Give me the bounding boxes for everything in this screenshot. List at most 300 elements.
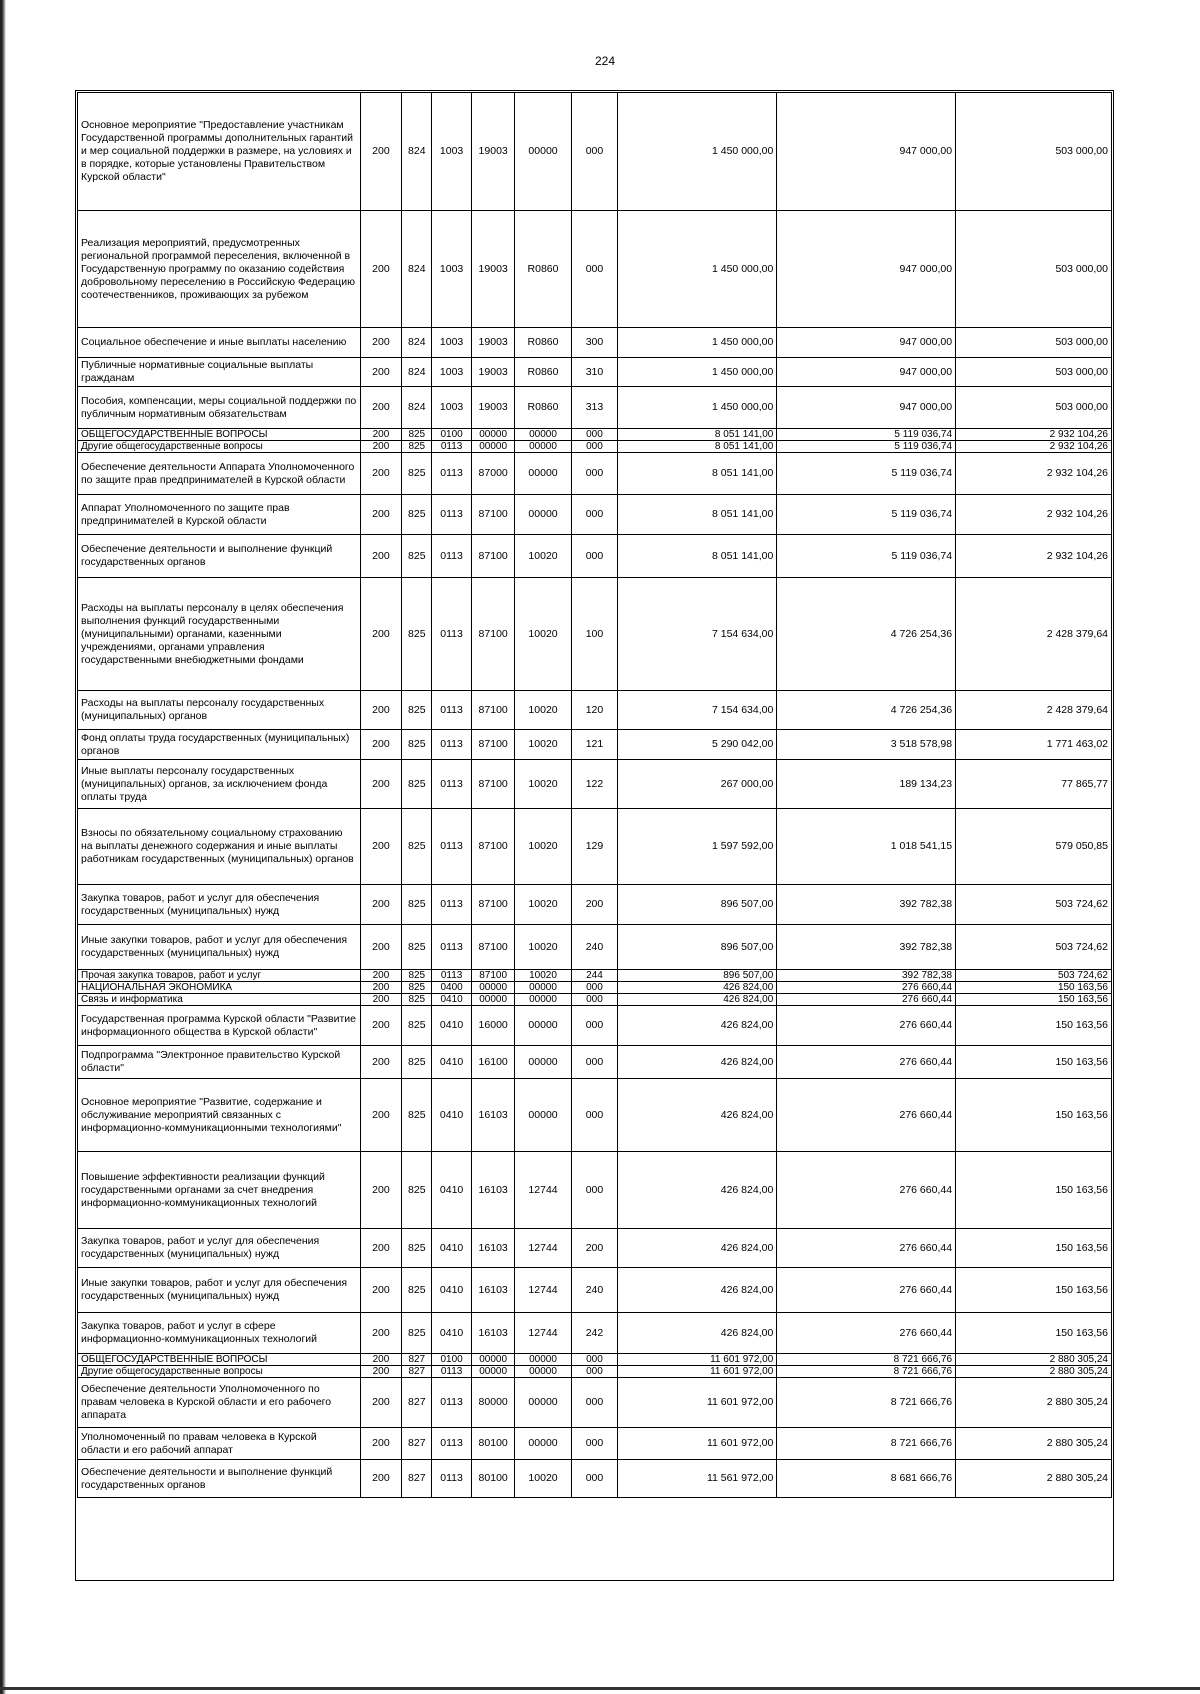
section-code: 200 <box>360 1046 402 1079</box>
subsection-code: 0113 <box>432 925 471 970</box>
table-row <box>78 1079 1112 1152</box>
dept-code: 824 <box>402 93 432 211</box>
plan-amount: 7 154 634,00 <box>618 578 777 691</box>
table-row <box>78 925 1112 970</box>
table-row <box>78 495 1112 535</box>
expense-type: 000 <box>571 1378 618 1428</box>
row-name: Закупка товаров, работ и услуг для обеспечения государственных (муниципальных) нужд <box>78 885 361 925</box>
expense-type: 000 <box>571 1152 618 1229</box>
direction-code: 00000 <box>515 429 571 441</box>
table-row <box>78 1313 1112 1354</box>
remaining-amount: 150 163,56 <box>956 1313 1112 1354</box>
subsection-code: 0113 <box>432 885 471 925</box>
remaining-amount: 2 428 379,64 <box>956 691 1112 730</box>
expense-type: 313 <box>571 387 618 429</box>
dept-code: 825 <box>402 885 432 925</box>
row-name: Иные выплаты персоналу государственных (муниципальных) органов, за исключением фонда оплаты труда <box>78 760 361 809</box>
program-code: 16103 <box>471 1152 515 1229</box>
plan-amount: 426 824,00 <box>618 1152 777 1229</box>
plan-amount: 267 000,00 <box>618 760 777 809</box>
direction-code: 10020 <box>515 578 571 691</box>
remaining-amount: 2 880 305,24 <box>956 1354 1112 1366</box>
executed-amount: 8 721 666,76 <box>777 1428 956 1460</box>
program-code: 00000 <box>471 1366 515 1378</box>
direction-code: 00000 <box>515 1046 571 1079</box>
expense-type: 000 <box>571 93 618 211</box>
program-code: 80000 <box>471 1378 515 1428</box>
dept-code: 825 <box>402 1268 432 1313</box>
plan-amount: 8 051 141,00 <box>618 535 777 578</box>
table-row <box>78 441 1112 453</box>
subsection-code: 0113 <box>432 970 471 982</box>
executed-amount: 8 721 666,76 <box>777 1366 956 1378</box>
scan-edge-left <box>0 0 6 1694</box>
executed-amount: 5 119 036,74 <box>777 495 956 535</box>
section-code: 200 <box>360 358 402 387</box>
plan-amount: 7 154 634,00 <box>618 691 777 730</box>
subsection-code: 0100 <box>432 429 471 441</box>
dept-code: 824 <box>402 328 432 358</box>
remaining-amount: 2 932 104,26 <box>956 535 1112 578</box>
program-code: 87100 <box>471 925 515 970</box>
subsection-code: 0113 <box>432 1378 471 1428</box>
direction-code: 00000 <box>515 93 571 211</box>
dept-code: 825 <box>402 441 432 453</box>
direction-code: 10020 <box>515 809 571 885</box>
table-row <box>78 535 1112 578</box>
direction-code: 10020 <box>515 925 571 970</box>
row-name: ОБЩЕГОСУДАРСТВЕННЫЕ ВОПРОСЫ <box>78 1354 361 1366</box>
row-name: Закупка товаров, работ и услуг в сфере информационно-коммуникационных технологий <box>78 1313 361 1354</box>
row-name: Подпрограмма "Электронное правительство Курской области" <box>78 1046 361 1079</box>
plan-amount: 1 450 000,00 <box>618 328 777 358</box>
section-code: 200 <box>360 429 402 441</box>
expense-type: 000 <box>571 429 618 441</box>
program-code: 87100 <box>471 730 515 760</box>
table-row <box>78 760 1112 809</box>
section-code: 200 <box>360 328 402 358</box>
plan-amount: 426 824,00 <box>618 1046 777 1079</box>
section-code: 200 <box>360 982 402 994</box>
subsection-code: 0113 <box>432 578 471 691</box>
remaining-amount: 150 163,56 <box>956 1229 1112 1268</box>
section-code: 200 <box>360 760 402 809</box>
section-code: 200 <box>360 1378 402 1428</box>
remaining-amount: 2 932 104,26 <box>956 495 1112 535</box>
executed-amount: 276 660,44 <box>777 1229 956 1268</box>
subsection-code: 0113 <box>432 809 471 885</box>
plan-amount: 1 450 000,00 <box>618 358 777 387</box>
row-name: Основное мероприятие "Развитие, содержание и обслуживание мероприятий связанных с информационно-коммуникационными технологиями" <box>78 1079 361 1152</box>
section-code: 200 <box>360 441 402 453</box>
expense-type: 000 <box>571 994 618 1006</box>
section-code: 200 <box>360 453 402 495</box>
expense-type: 122 <box>571 760 618 809</box>
table-row <box>78 994 1112 1006</box>
program-code: 19003 <box>471 328 515 358</box>
subsection-code: 0113 <box>432 730 471 760</box>
direction-code: 00000 <box>515 1006 571 1046</box>
plan-amount: 426 824,00 <box>618 1268 777 1313</box>
plan-amount: 11 601 972,00 <box>618 1428 777 1460</box>
section-code: 200 <box>360 387 402 429</box>
subsection-code: 0113 <box>432 441 471 453</box>
expense-type: 244 <box>571 970 618 982</box>
plan-amount: 896 507,00 <box>618 885 777 925</box>
section-code: 200 <box>360 1366 402 1378</box>
executed-amount: 3 518 578,98 <box>777 730 956 760</box>
program-code: 16000 <box>471 1006 515 1046</box>
remaining-amount: 503 000,00 <box>956 211 1112 328</box>
expense-type: 000 <box>571 1460 618 1498</box>
dept-code: 825 <box>402 760 432 809</box>
section-code: 200 <box>360 211 402 328</box>
direction-code: 10020 <box>515 691 571 730</box>
direction-code: 00000 <box>515 1366 571 1378</box>
plan-amount: 11 601 972,00 <box>618 1354 777 1366</box>
program-code: 00000 <box>471 441 515 453</box>
row-name: Расходы на выплаты персоналу в целях обеспечения выполнения функций государственными (муниципальными) органами, казенными учреждениями, органами управления государственными внебюджетными фондами <box>78 578 361 691</box>
row-name: Социальное обеспечение и иные выплаты населению <box>78 328 361 358</box>
row-name: Аппарат Уполномоченного по защите прав предпринимателей в Курской области <box>78 495 361 535</box>
table-row <box>78 429 1112 441</box>
dept-code: 825 <box>402 809 432 885</box>
program-code: 19003 <box>471 387 515 429</box>
direction-code: 10020 <box>515 760 571 809</box>
remaining-amount: 503 724,62 <box>956 885 1112 925</box>
executed-amount: 4 726 254,36 <box>777 691 956 730</box>
executed-amount: 5 119 036,74 <box>777 453 956 495</box>
direction-code: 10020 <box>515 1460 571 1498</box>
executed-amount: 947 000,00 <box>777 358 956 387</box>
dept-code: 825 <box>402 453 432 495</box>
table-row <box>78 1428 1112 1460</box>
executed-amount: 189 134,23 <box>777 760 956 809</box>
plan-amount: 1 450 000,00 <box>618 387 777 429</box>
section-code: 200 <box>360 730 402 760</box>
program-code: 80100 <box>471 1428 515 1460</box>
direction-code: 10020 <box>515 730 571 760</box>
row-name: Обеспечение деятельности Аппарата Уполномоченного по защите прав предпринимателей в Курской области <box>78 453 361 495</box>
executed-amount: 947 000,00 <box>777 328 956 358</box>
table-row <box>78 93 1112 211</box>
table-row <box>78 453 1112 495</box>
program-code: 00000 <box>471 1354 515 1366</box>
row-name: Пособия, компенсации, меры социальной поддержки по публичным нормативным обязательствам <box>78 387 361 429</box>
remaining-amount: 150 163,56 <box>956 982 1112 994</box>
table-row <box>78 328 1112 358</box>
dept-code: 825 <box>402 970 432 982</box>
subsection-code: 0410 <box>432 1313 471 1354</box>
remaining-amount: 503 000,00 <box>956 328 1112 358</box>
row-name: Публичные нормативные социальные выплаты гражданам <box>78 358 361 387</box>
table-row <box>78 1366 1112 1378</box>
expense-type: 310 <box>571 358 618 387</box>
dept-code: 827 <box>402 1354 432 1366</box>
section-code: 200 <box>360 535 402 578</box>
row-name: Другие общегосударственные вопросы <box>78 441 361 453</box>
program-code: 87100 <box>471 970 515 982</box>
table-row <box>78 1229 1112 1268</box>
direction-code: 00000 <box>515 495 571 535</box>
direction-code: R0860 <box>515 358 571 387</box>
program-code: 87100 <box>471 691 515 730</box>
program-code: 87100 <box>471 578 515 691</box>
program-code: 00000 <box>471 982 515 994</box>
expense-type: 000 <box>571 1006 618 1046</box>
remaining-amount: 503 000,00 <box>956 387 1112 429</box>
executed-amount: 276 660,44 <box>777 1006 956 1046</box>
section-code: 200 <box>360 1460 402 1498</box>
remaining-amount: 150 163,56 <box>956 1079 1112 1152</box>
plan-amount: 896 507,00 <box>618 925 777 970</box>
dept-code: 827 <box>402 1378 432 1428</box>
expense-type: 240 <box>571 925 618 970</box>
expense-type: 000 <box>571 982 618 994</box>
executed-amount: 8 721 666,76 <box>777 1354 956 1366</box>
dept-code: 825 <box>402 730 432 760</box>
program-code: 00000 <box>471 429 515 441</box>
plan-amount: 11 601 972,00 <box>618 1378 777 1428</box>
expense-type: 120 <box>571 691 618 730</box>
section-code: 200 <box>360 495 402 535</box>
plan-amount: 8 051 141,00 <box>618 429 777 441</box>
plan-amount: 896 507,00 <box>618 970 777 982</box>
program-code: 87100 <box>471 535 515 578</box>
direction-code: R0860 <box>515 387 571 429</box>
row-name: Реализация мероприятий, предусмотренных региональной программой переселения, включенной в Государственную программу по оказанию содействия добровольному переселению в Российскую Федерацию соотечественников, проживающих за рубежом <box>78 211 361 328</box>
remaining-amount: 1 771 463,02 <box>956 730 1112 760</box>
dept-code: 827 <box>402 1428 432 1460</box>
dept-code: 825 <box>402 691 432 730</box>
dept-code: 827 <box>402 1460 432 1498</box>
expense-type: 240 <box>571 1268 618 1313</box>
subsection-code: 0410 <box>432 1006 471 1046</box>
dept-code: 825 <box>402 1152 432 1229</box>
executed-amount: 947 000,00 <box>777 387 956 429</box>
dept-code: 825 <box>402 1079 432 1152</box>
executed-amount: 947 000,00 <box>777 211 956 328</box>
row-name: Обеспечение деятельности и выполнение функций государственных органов <box>78 1460 361 1498</box>
expense-type: 000 <box>571 495 618 535</box>
executed-amount: 392 782,38 <box>777 925 956 970</box>
program-code: 87000 <box>471 453 515 495</box>
subsection-code: 1003 <box>432 328 471 358</box>
subsection-code: 0410 <box>432 994 471 1006</box>
direction-code: 12744 <box>515 1268 571 1313</box>
dept-code: 825 <box>402 1006 432 1046</box>
remaining-amount: 150 163,56 <box>956 1046 1112 1079</box>
plan-amount: 426 824,00 <box>618 994 777 1006</box>
table-row <box>78 1268 1112 1313</box>
remaining-amount: 150 163,56 <box>956 994 1112 1006</box>
section-code: 200 <box>360 93 402 211</box>
subsection-code: 1003 <box>432 358 471 387</box>
row-name: Фонд оплаты труда государственных (муниципальных) органов <box>78 730 361 760</box>
table-row <box>78 358 1112 387</box>
remaining-amount: 2 932 104,26 <box>956 453 1112 495</box>
subsection-code: 1003 <box>432 93 471 211</box>
remaining-amount: 503 724,62 <box>956 970 1112 982</box>
subsection-code: 0113 <box>432 1366 471 1378</box>
table-row <box>78 1354 1112 1366</box>
dept-code: 827 <box>402 1366 432 1378</box>
table-row <box>78 1152 1112 1229</box>
program-code: 19003 <box>471 211 515 328</box>
section-code: 200 <box>360 970 402 982</box>
expense-type: 100 <box>571 578 618 691</box>
table-row <box>78 1046 1112 1079</box>
dept-code: 825 <box>402 1229 432 1268</box>
remaining-amount: 2 880 305,24 <box>956 1428 1112 1460</box>
dept-code: 825 <box>402 982 432 994</box>
program-code: 16100 <box>471 1046 515 1079</box>
row-name: Другие общегосударственные вопросы <box>78 1366 361 1378</box>
section-code: 200 <box>360 578 402 691</box>
remaining-amount: 150 163,56 <box>956 1268 1112 1313</box>
expense-type: 000 <box>571 1428 618 1460</box>
row-name: Закупка товаров, работ и услуг для обеспечения государственных (муниципальных) нужд <box>78 1229 361 1268</box>
table-row <box>78 885 1112 925</box>
plan-amount: 5 290 042,00 <box>618 730 777 760</box>
expense-type: 242 <box>571 1313 618 1354</box>
program-code: 87100 <box>471 809 515 885</box>
executed-amount: 4 726 254,36 <box>777 578 956 691</box>
subsection-code: 0113 <box>432 453 471 495</box>
executed-amount: 5 119 036,74 <box>777 429 956 441</box>
direction-code: 12744 <box>515 1152 571 1229</box>
expense-type: 000 <box>571 453 618 495</box>
dept-code: 825 <box>402 578 432 691</box>
direction-code: R0860 <box>515 211 571 328</box>
expense-type: 200 <box>571 1229 618 1268</box>
row-name: Основное мероприятие "Предоставление участникам Государственной программы дополнительных гарантий и мер социальной поддержки в размере, на условиях и в порядке, которые установлены Правительством Курской области" <box>78 93 361 211</box>
executed-amount: 276 660,44 <box>777 1313 956 1354</box>
executed-amount: 947 000,00 <box>777 93 956 211</box>
plan-amount: 1 450 000,00 <box>618 93 777 211</box>
program-code: 16103 <box>471 1313 515 1354</box>
table-row <box>78 691 1112 730</box>
plan-amount: 426 824,00 <box>618 1079 777 1152</box>
direction-code: 00000 <box>515 994 571 1006</box>
remaining-amount: 503 724,62 <box>956 925 1112 970</box>
table-row <box>78 387 1112 429</box>
subsection-code: 0410 <box>432 1046 471 1079</box>
dept-code: 825 <box>402 495 432 535</box>
dept-code: 825 <box>402 429 432 441</box>
row-name: Прочая закупка товаров, работ и услуг <box>78 970 361 982</box>
section-code: 200 <box>360 994 402 1006</box>
program-code: 19003 <box>471 93 515 211</box>
program-code: 00000 <box>471 994 515 1006</box>
section-code: 200 <box>360 1354 402 1366</box>
expense-type: 000 <box>571 1079 618 1152</box>
section-code: 200 <box>360 925 402 970</box>
executed-amount: 8 721 666,76 <box>777 1378 956 1428</box>
expense-type: 129 <box>571 809 618 885</box>
table-row <box>78 1460 1112 1498</box>
remaining-amount: 2 428 379,64 <box>956 578 1112 691</box>
direction-code: 00000 <box>515 982 571 994</box>
executed-amount: 8 681 666,76 <box>777 1460 956 1498</box>
section-code: 200 <box>360 691 402 730</box>
subsection-code: 0410 <box>432 1079 471 1152</box>
dept-code: 825 <box>402 1046 432 1079</box>
table-row <box>78 578 1112 691</box>
subsection-code: 0113 <box>432 535 471 578</box>
remaining-amount: 150 163,56 <box>956 1006 1112 1046</box>
executed-amount: 5 119 036,74 <box>777 535 956 578</box>
row-name: Обеспечение деятельности Уполномоченного по правам человека в Курской области и его рабочего аппарата <box>78 1378 361 1428</box>
row-name: Государственная программа Курской области "Развитие информационного общества в Курской области" <box>78 1006 361 1046</box>
dept-code: 825 <box>402 535 432 578</box>
dept-code: 824 <box>402 211 432 328</box>
expense-type: 000 <box>571 441 618 453</box>
plan-amount: 426 824,00 <box>618 1006 777 1046</box>
program-code: 19003 <box>471 358 515 387</box>
table-row <box>78 970 1112 982</box>
dept-code: 824 <box>402 358 432 387</box>
subsection-code: 0113 <box>432 1460 471 1498</box>
remaining-amount: 2 880 305,24 <box>956 1460 1112 1498</box>
plan-amount: 11 561 972,00 <box>618 1460 777 1498</box>
subsection-code: 0113 <box>432 760 471 809</box>
page-number: 224 <box>594 54 616 68</box>
direction-code: 00000 <box>515 441 571 453</box>
table-row <box>78 809 1112 885</box>
section-code: 200 <box>360 1079 402 1152</box>
executed-amount: 392 782,38 <box>777 885 956 925</box>
row-name: Обеспечение деятельности и выполнение функций государственных органов <box>78 535 361 578</box>
dept-code: 825 <box>402 1313 432 1354</box>
direction-code: 12744 <box>515 1313 571 1354</box>
scan-edge-bottom <box>0 1687 1200 1690</box>
direction-code: 10020 <box>515 535 571 578</box>
remaining-amount: 2 932 104,26 <box>956 429 1112 441</box>
subsection-code: 0410 <box>432 1152 471 1229</box>
section-code: 200 <box>360 1229 402 1268</box>
budget-table <box>77 92 1112 1498</box>
subsection-code: 0400 <box>432 982 471 994</box>
remaining-amount: 150 163,56 <box>956 1152 1112 1229</box>
section-code: 200 <box>360 885 402 925</box>
plan-amount: 1 597 592,00 <box>618 809 777 885</box>
subsection-code: 0100 <box>432 1354 471 1366</box>
section-code: 200 <box>360 1152 402 1229</box>
row-name: Взносы по обязательному социальному страхованию на выплаты денежного содержания и иные выплаты работникам государственных (муниципальных) органов <box>78 809 361 885</box>
table-row <box>78 1006 1112 1046</box>
section-code: 200 <box>360 809 402 885</box>
expense-type: 000 <box>571 211 618 328</box>
row-name: Связь и информатика <box>78 994 361 1006</box>
row-name: Расходы на выплаты персоналу государственных (муниципальных) органов <box>78 691 361 730</box>
plan-amount: 8 051 141,00 <box>618 453 777 495</box>
plan-amount: 426 824,00 <box>618 982 777 994</box>
direction-code: 00000 <box>515 453 571 495</box>
executed-amount: 5 119 036,74 <box>777 441 956 453</box>
program-code: 87100 <box>471 760 515 809</box>
direction-code: R0860 <box>515 328 571 358</box>
remaining-amount: 2 932 104,26 <box>956 441 1112 453</box>
expense-type: 000 <box>571 1354 618 1366</box>
row-name: НАЦИОНАЛЬНАЯ ЭКОНОМИКА <box>78 982 361 994</box>
remaining-amount: 2 880 305,24 <box>956 1378 1112 1428</box>
subsection-code: 1003 <box>432 387 471 429</box>
remaining-amount: 579 050,85 <box>956 809 1112 885</box>
executed-amount: 276 660,44 <box>777 1079 956 1152</box>
subsection-code: 0113 <box>432 1428 471 1460</box>
executed-amount: 1 018 541,15 <box>777 809 956 885</box>
